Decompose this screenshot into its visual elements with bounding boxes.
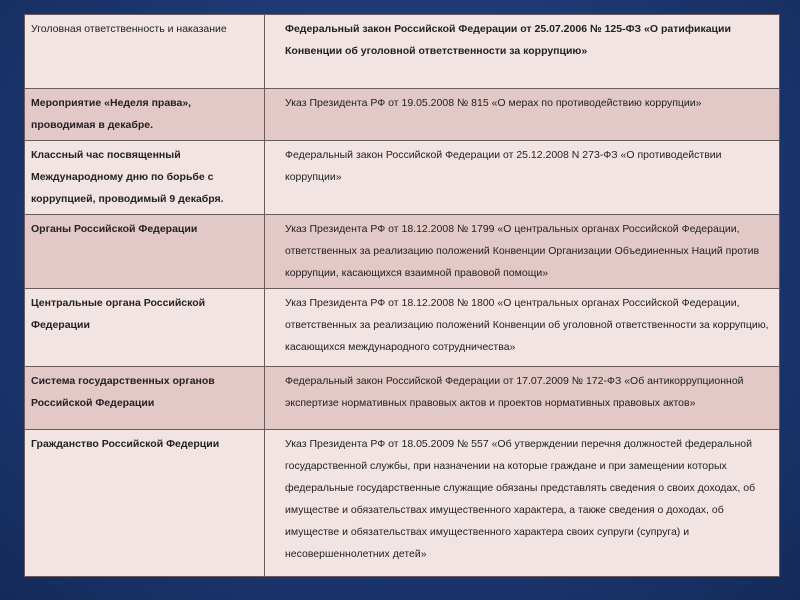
table-row: [25, 15, 780, 89]
topic-cell: Органы Российской Федерации: [25, 215, 265, 289]
table-row: [25, 89, 780, 141]
law-cell: Указ Президента РФ от 18.05.2009 № 557 «Об утверждении перечня должностей федеральной государственной службы, при назначении на которые граждане и при замещении которых федеральные государственные служащие обязаны представлять сведения о своих доходах, об имуществе и обязательствах имущественного характера, а также сведения о доходах, об имуществе и обязательствах имущественного характера своих супруги (супруга) и несовершеннолетних детей»: [265, 430, 780, 577]
law-cell: Указ Президента РФ от 19.05.2008 № 815 «О мерах по противодействию коррупции»: [265, 89, 780, 141]
table-row: [25, 430, 780, 577]
law-cell: Федеральный закон Российской Федерации от 17.07.2009 № 172-ФЗ «Об антикоррупционной экспертизе нормативных правовых актов и проектов нормативных правовых актов»: [265, 367, 780, 430]
laws-table: [24, 14, 780, 577]
law-cell: Федеральный закон Российской Федерации от 25.12.2008 N 273-ФЗ «О противодействии коррупции»: [265, 141, 780, 215]
table-row: [25, 289, 780, 367]
law-cell: Указ Президента РФ от 18.12.2008 № 1799 «О центральных органах Российской Федерации, ответственных за реализацию положений Конвенции Организации Объединенных Наций против коррупции, касающихся взаимной правовой помощи»: [265, 215, 780, 289]
topic-cell: Гражданство Российской Федерции: [25, 430, 265, 577]
topic-cell: Мероприятие «Неделя права», проводимая в декабре.: [25, 89, 265, 141]
topic-cell: Уголовная ответственность и наказание: [25, 15, 265, 89]
table-row: [25, 215, 780, 289]
law-cell: Указ Президента РФ от 18.12.2008 № 1800 «О центральных органах Российской Федерации, ответственных за реализацию положений Конвенции об уголовной ответственности за коррупцию, касающихся международного сотрудничества»: [265, 289, 780, 367]
topic-cell: Классный час посвященный Международному дню по борьбе с коррупцией, проводимый 9 декабря.: [25, 141, 265, 215]
table-row: [25, 141, 780, 215]
topic-cell: Центральные органа Российской Федерации: [25, 289, 265, 367]
table-row: [25, 367, 780, 430]
topic-cell: Система государственных органов Российской Федерации: [25, 367, 265, 430]
law-cell: Федеральный закон Российской Федерации от 25.07.2006 № 125-ФЗ «О ратификации Конвенции об уголовной ответственности за коррупцию»: [265, 15, 780, 89]
